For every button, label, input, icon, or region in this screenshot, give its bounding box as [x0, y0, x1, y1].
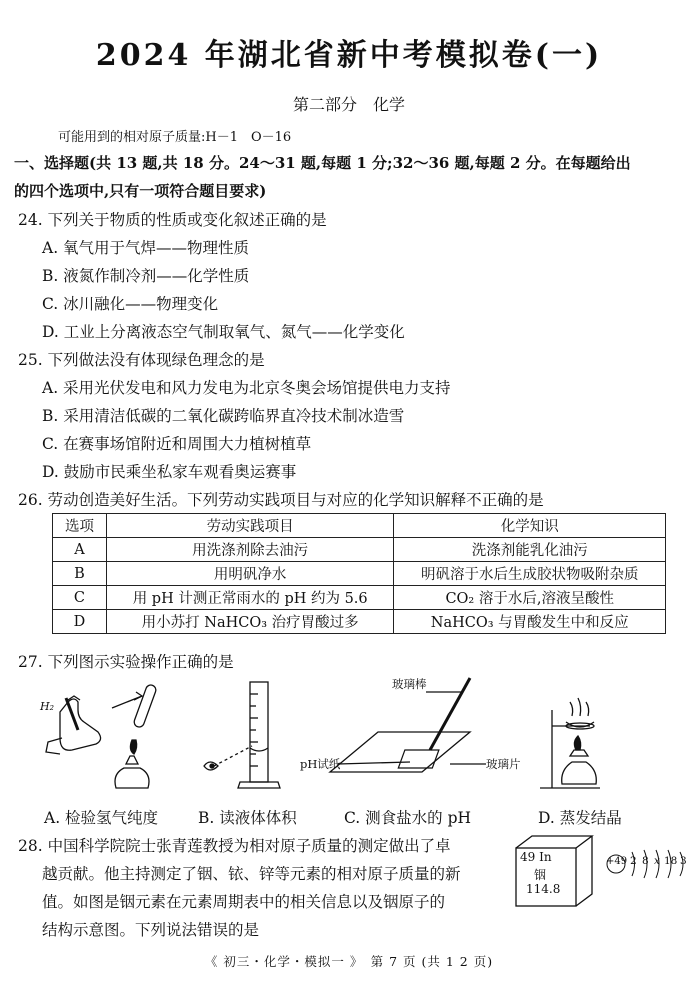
q25-stem: 25. 下列做法没有体现绿色理念的是	[18, 351, 265, 369]
table-cell: 用明矾净水	[106, 562, 394, 586]
q27-option-c: C. 测食盐水的 pH	[344, 809, 472, 827]
table-cell: B	[53, 562, 107, 586]
q27-option-d: D. 蒸发结晶	[538, 809, 622, 827]
q27-option-b: B. 读液体体积	[198, 809, 297, 827]
label-h2: H₂	[40, 700, 55, 713]
table-header-cell: 化学知识	[394, 514, 666, 538]
q25-option-b: B. 采用清洁低碳的二氧化碳跨临界直冷技术制冰造雪	[42, 407, 405, 425]
section-heading-line1: 一、选择题(共 13 题,共 18 分。24～31 题,每题 1 分;32～36 题,每题 2 分。在每题给出	[14, 154, 631, 172]
atom-shell: 2	[630, 855, 637, 867]
table-cell: CO₂ 溶于水后,溶液呈酸性	[394, 586, 666, 610]
atom-shell: 18	[664, 855, 678, 867]
table-row	[53, 562, 666, 586]
q25-option-c: C. 在赛事场馆附近和周围大力植树植草	[42, 435, 312, 453]
q26-table	[52, 513, 666, 634]
atom-shell: x	[654, 855, 660, 867]
q27-option-a: A. 检验氢气纯度	[44, 809, 159, 827]
label-ph-paper: pH试纸	[300, 757, 341, 771]
figure-b-read-volume	[204, 682, 280, 788]
q27-figures	[0, 670, 698, 802]
table-cell: 洗涤剂能乳化油污	[394, 538, 666, 562]
table-cell: C	[53, 586, 107, 610]
table-cell: 明矾溶于水后生成胶状物吸附杂质	[394, 562, 666, 586]
section-heading-line2: 的四个选项中,只有一项符合题目要求)	[14, 182, 267, 200]
q26-stem: 26. 劳动创造美好生活。下列劳动实践项目与对应的化学知识解释不正确的是	[18, 491, 544, 509]
label-glass-rod: 玻璃棒	[392, 677, 427, 691]
part-subtitle: 第二部分 化学	[292, 95, 405, 114]
atom-shell: 3	[680, 855, 687, 867]
table-row	[53, 610, 666, 634]
q24-option-a: A. 氧气用于气焊——物理性质	[42, 239, 250, 257]
table-row	[53, 586, 666, 610]
atom-nucleus: +49	[606, 856, 628, 867]
table-cell: NaHCO₃ 与胃酸发生中和反应	[394, 610, 666, 634]
element-cell-box	[512, 832, 602, 912]
table-header-cell: 选项	[53, 514, 107, 538]
element-mass: 114.8	[526, 882, 561, 896]
page-footer: 《 初三・化学・模拟一 》 第 7 页 (共 1 2 页)	[204, 954, 494, 969]
table-cell: 用洗涤剂除去油污	[106, 538, 394, 562]
q24-option-c: C. 冰川融化——物理变化	[42, 295, 219, 313]
table-row	[53, 538, 666, 562]
atomic-mass-note: 可能用到的相对原子质量:H－1 O－16	[58, 130, 292, 145]
exam-title: 2024 年湖北省新中考模拟卷(一)	[95, 38, 603, 73]
figure-a-hydrogen-test	[46, 684, 157, 788]
figure-d-evaporation	[540, 698, 600, 788]
table-cell: 用 pH 计测正常雨水的 pH 约为 5.6	[106, 586, 394, 610]
table-header-row	[53, 514, 666, 538]
q24-option-d: D. 工业上分离液态空气制取氧气、氮气——化学变化	[42, 323, 405, 341]
figure-c-ph-test	[330, 678, 486, 772]
q25-option-a: A. 采用光伏发电和风力发电为北京冬奥会场馆提供电力支持	[42, 379, 451, 397]
table-header-cell: 劳动实践项目	[106, 514, 394, 538]
q27-stem: 27. 下列图示实验操作正确的是	[18, 653, 234, 671]
q28-line4: 结构示意图。下列说法错误的是	[42, 921, 260, 939]
q25-option-d: D. 鼓励市民乘坐私家车观看奥运赛事	[42, 463, 297, 481]
table-cell: 用小苏打 NaHCO₃ 治疗胃酸过多	[106, 610, 394, 634]
element-number-symbol: 49 In	[520, 850, 552, 864]
atom-shell: 8	[642, 855, 649, 867]
q24-stem: 24. 下列关于物质的性质或变化叙述正确的是	[18, 211, 327, 229]
q24-option-b: B. 液氮作制冷剂——化学性质	[42, 267, 250, 285]
q28-line1: 28. 中国科学院院士张青莲教授为相对原子质量的测定做出了卓	[18, 837, 451, 855]
element-name: 铟	[534, 868, 547, 882]
label-glass-sheet: 玻璃片	[486, 757, 521, 771]
table-cell: D	[53, 610, 107, 634]
q28-line3: 值。如图是铟元素在元素周期表中的相关信息以及铟原子的	[42, 893, 446, 911]
q28-line2: 越贡献。他主持测定了铟、铱、锌等元素的相对原子质量的新	[42, 865, 461, 883]
table-cell: A	[53, 538, 107, 562]
